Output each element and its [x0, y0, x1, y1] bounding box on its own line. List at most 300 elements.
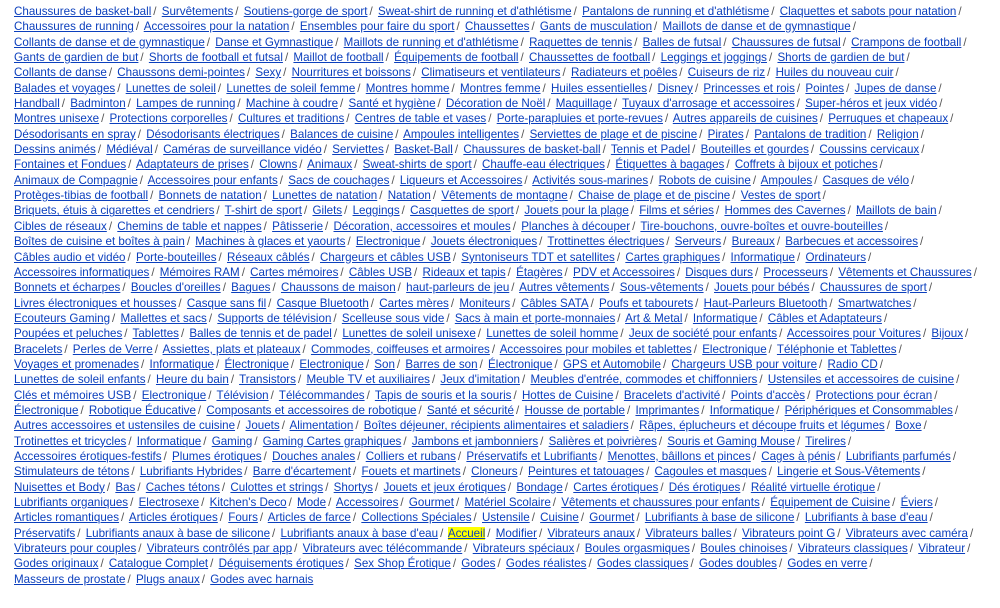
category-link[interactable]: Princesses et rois	[703, 81, 795, 95]
category-link[interactable]: Lunettes de soleil unisexe	[342, 327, 476, 341]
category-link[interactable]: Radio CD	[827, 357, 878, 371]
category-link[interactable]: Electronique	[141, 388, 207, 402]
category-link[interactable]: Tuyaux d'arrosage et accessoires	[622, 97, 795, 111]
category-link[interactable]: Chargeurs USB pour voiture	[671, 357, 818, 371]
category-link[interactable]: Boîtes déjeuner, récipients alimentaires et saladiers	[363, 419, 629, 433]
category-link[interactable]: Accessoires pour Voitures	[786, 327, 921, 341]
category-link[interactable]: Lubrifiants parfumés	[845, 449, 951, 463]
category-link[interactable]: Équipements de football	[394, 51, 519, 65]
category-link[interactable]: PDV et Accessoires	[573, 265, 675, 279]
category-link[interactable]: Nourritures et boissons	[291, 66, 411, 80]
category-link[interactable]: Machine à coudre	[245, 97, 339, 111]
category-link[interactable]: Casque sans fil	[186, 296, 267, 310]
category-link[interactable]: Basket-Ball	[394, 143, 453, 157]
category-link[interactable]: Accessoires informatiques	[14, 265, 150, 279]
category-link[interactable]: Maillot de football	[293, 51, 384, 65]
category-link[interactable]: Activités sous-marines	[532, 173, 649, 187]
category-link[interactable]: Serviettes de plage et de piscine	[529, 127, 698, 141]
category-link[interactable]: Tennis et Padel	[610, 143, 691, 157]
category-link[interactable]: Cartes mémoires	[250, 265, 339, 279]
category-link[interactable]: Décoration de Noël	[446, 97, 546, 111]
category-link[interactable]: Jouets électroniques	[430, 235, 538, 249]
category-link[interactable]: Ampoules	[760, 173, 813, 187]
category-link[interactable]: Chaussures de running	[14, 20, 134, 34]
category-link[interactable]: Assiettes, plats et plateaux	[162, 342, 301, 356]
category-link[interactable]: Râpes, éplucheurs et découpe fruits et légumes	[639, 419, 885, 433]
category-link[interactable]: Catalogue Complet	[108, 557, 209, 571]
category-link[interactable]: Moniteurs	[459, 296, 511, 310]
category-link[interactable]: Lubrifiants à base de silicone	[644, 511, 795, 525]
category-link[interactable]: Menottes, bâillons et pinces	[607, 449, 751, 463]
category-link[interactable]: Rideaux et tapis	[422, 265, 506, 279]
category-link[interactable]: Gilets	[312, 204, 343, 218]
category-link[interactable]: haut-parleurs de jeu	[406, 281, 510, 295]
category-link[interactable]: Maquillage	[555, 97, 612, 111]
category-link[interactable]: Kitchen's Deco	[209, 496, 287, 509]
category-link[interactable]: Lunettes de natation	[272, 189, 378, 203]
category-link[interactable]: Cartes érotiques	[573, 480, 659, 494]
category-link[interactable]: Maillots de bain	[856, 204, 937, 218]
category-link[interactable]: Montres homme	[365, 81, 450, 95]
category-link[interactable]: Composants et accessoires de robotique	[206, 403, 417, 417]
category-link[interactable]: Vibrateurs classiques	[797, 542, 908, 556]
category-link[interactable]: Maillots de danse et de gymnastique	[662, 20, 851, 34]
category-link[interactable]: Éviers	[900, 496, 933, 509]
category-link[interactable]: Téléphonie et Tablettes	[776, 342, 897, 356]
category-link[interactable]: Cloneurs	[471, 465, 518, 479]
category-link[interactable]: Accessoires	[335, 496, 399, 509]
category-link[interactable]: Périphériques et Consommables	[784, 403, 953, 417]
category-link[interactable]: GPS et Automobile	[562, 357, 661, 371]
category-link[interactable]: Vêtements de montagne	[441, 189, 568, 203]
category-link[interactable]: Cages à pénis	[761, 449, 836, 463]
category-link[interactable]: Pâtisserie	[272, 219, 324, 233]
category-link[interactable]: Boules orgasmiques	[584, 542, 690, 556]
category-link[interactable]: Chemins de table et nappes	[117, 219, 262, 233]
category-link[interactable]: Articles érotiques	[128, 511, 218, 525]
category-link[interactable]: Clés et mémoires USB	[14, 388, 132, 402]
category-link[interactable]: Électronique	[224, 357, 289, 371]
category-link[interactable]: Préservatifs et Lubrifiants	[466, 449, 598, 463]
category-link[interactable]: Autres accessoires et ustensiles de cuisine	[14, 419, 236, 433]
category-link[interactable]: Cartes graphiques	[625, 250, 721, 264]
category-link[interactable]: Huiles essentielles	[551, 81, 648, 95]
category-link[interactable]: Lunettes de soleil enfants	[14, 373, 146, 387]
category-link[interactable]: Déguisements érotiques	[218, 557, 344, 571]
category-link[interactable]: Radiateurs et poêles	[570, 66, 678, 80]
category-link[interactable]: Vibrateur	[918, 542, 966, 556]
category-link[interactable]: Cuiseurs de riz	[687, 66, 766, 80]
category-link[interactable]: Barres de son	[405, 357, 478, 371]
category-link[interactable]: T-shirt de sport	[224, 204, 302, 218]
category-link[interactable]: Trottinettes électriques	[547, 235, 665, 249]
category-link[interactable]: Montres femme	[459, 81, 541, 95]
category-link[interactable]: Godes en verre	[787, 557, 868, 571]
category-link[interactable]: Articles romantiques	[14, 511, 120, 525]
category-link[interactable]: Cagoules et masques	[654, 465, 767, 479]
category-link[interactable]: Masseurs de prostate	[14, 572, 126, 586]
category-link[interactable]: Electronique	[355, 235, 421, 249]
category-link[interactable]: Protections pour écran	[815, 388, 933, 402]
category-link[interactable]: Jupes de danse	[854, 81, 937, 95]
category-link[interactable]: Bonnets et écharpes	[14, 281, 121, 295]
category-link[interactable]: Lubrifiants Hybrides	[139, 465, 243, 479]
category-link[interactable]: Trotinettes et tricycles	[14, 434, 127, 448]
category-link[interactable]: Balades et voyages	[14, 81, 116, 95]
category-link[interactable]: Étiquettes à bagages	[615, 158, 725, 172]
category-link[interactable]: Vestes de sport	[740, 189, 821, 203]
category-link[interactable]: Barbecues et accessoires	[785, 235, 919, 249]
category-link[interactable]: Sexy	[255, 66, 282, 80]
category-link[interactable]: Vibrateurs avec caméra	[845, 526, 968, 540]
category-link[interactable]: Lubrifiants anaux à base de silicone	[85, 526, 271, 540]
category-link[interactable]: Vibrateurs anaux	[547, 526, 635, 540]
category-link[interactable]: Coffrets à bijoux et potiches	[734, 158, 878, 172]
category-link[interactable]: Claquettes et sabots pour natation	[779, 5, 957, 18]
category-link[interactable]: Balles de tennis et de padel	[189, 327, 332, 341]
category-link[interactable]: Équipement de Cuisine	[770, 496, 891, 509]
category-link[interactable]: Cultures et traditions	[237, 112, 345, 126]
category-link[interactable]: Adaptateurs de prises	[135, 158, 249, 172]
category-link[interactable]: Crampons de football	[851, 35, 962, 49]
category-link[interactable]: Protèges-tibias de football	[14, 189, 149, 203]
category-link[interactable]: Lubrifiants anaux à base d'eau	[280, 526, 439, 540]
category-link[interactable]: Robots de cuisine	[658, 173, 751, 187]
category-link[interactable]: Maillots de running et d'athlétisme	[343, 35, 519, 49]
category-link[interactable]: Cartes mères	[379, 296, 449, 310]
category-link[interactable]: Fontaines et Fondues	[14, 158, 127, 172]
category-link[interactable]: Salières et poivrières	[548, 434, 657, 448]
category-link[interactable]: Mode	[297, 496, 327, 509]
category-link[interactable]: Gaming	[211, 434, 253, 448]
category-link[interactable]: Huiles du nouveau cuir	[775, 66, 894, 80]
category-link-current[interactable]: Accueil	[447, 526, 486, 540]
category-link[interactable]: Montres unisexe	[14, 112, 100, 126]
category-link[interactable]: Pirates	[707, 127, 744, 141]
category-link[interactable]: Jouets	[245, 419, 280, 433]
category-link[interactable]: Chaussures de basket-ball	[14, 5, 152, 18]
category-link[interactable]: Désodorisants électriques	[146, 127, 280, 141]
category-link[interactable]: Godes	[461, 557, 496, 571]
category-link[interactable]: Shorts de gardien de but	[777, 51, 905, 65]
category-link[interactable]: Bondage	[516, 480, 563, 494]
category-link[interactable]: Lubrifiants à base d'eau	[804, 511, 928, 525]
category-link[interactable]: Transistors	[239, 373, 296, 387]
category-link[interactable]: Godes doubles	[698, 557, 777, 571]
category-link[interactable]: Son	[374, 357, 395, 371]
category-link[interactable]: Plumes érotiques	[172, 449, 262, 463]
category-link[interactable]: Hommes des Cavernes	[724, 204, 846, 218]
category-link[interactable]: Voyages et promenades	[14, 357, 140, 371]
category-link[interactable]: Casquettes de sport	[410, 204, 514, 218]
category-link[interactable]: Alimentation	[289, 419, 354, 433]
category-link[interactable]: Bracelets	[14, 342, 63, 356]
category-link[interactable]: Collants de danse	[14, 66, 107, 80]
category-link[interactable]: Fouets et martinets	[361, 465, 461, 479]
category-link[interactable]: Coussins cervicaux	[819, 143, 920, 157]
category-link[interactable]: Plugs anaux	[135, 572, 200, 586]
category-link[interactable]: Tablettes	[132, 327, 179, 341]
category-link[interactable]: Meubles d'entrée, commodes et chiffonniers	[530, 373, 758, 387]
category-link[interactable]: Art & Metal	[625, 311, 683, 325]
category-link[interactable]: Electronique	[299, 357, 364, 371]
category-link[interactable]: Santé et hygiène	[348, 97, 436, 111]
category-link[interactable]: Vibrateurs point G	[742, 526, 836, 540]
category-link[interactable]: Leggings et joggings	[660, 51, 767, 65]
category-link[interactable]: Chaussettes	[464, 20, 530, 34]
category-link[interactable]: Lampes de running	[136, 97, 236, 111]
category-link[interactable]: Chaussons de maison	[280, 281, 396, 295]
category-link[interactable]: Vêtements et chaussures pour enfants	[561, 496, 760, 509]
category-link[interactable]: Vêtements et Chaussures	[838, 265, 972, 279]
category-link[interactable]: Câbles SATA	[520, 296, 589, 310]
category-link[interactable]: Haut-Parleurs Bluetooth	[703, 296, 828, 310]
category-link[interactable]: Bijoux	[931, 327, 963, 341]
category-link[interactable]: Mallettes et sacs	[120, 311, 207, 325]
category-link[interactable]: Informatique	[709, 403, 775, 417]
category-link[interactable]: Vibrateurs avec télécommande	[302, 542, 463, 556]
category-link[interactable]: Godes avec harnais	[210, 572, 314, 586]
category-link[interactable]: Sacs à main et porte-monnaies	[454, 311, 616, 325]
category-link[interactable]: Animaux	[307, 158, 353, 172]
category-link[interactable]: Chauffe-eau électriques	[482, 158, 605, 172]
category-link[interactable]: Leggings	[352, 204, 400, 218]
category-link[interactable]: Disques durs	[685, 265, 753, 279]
category-link[interactable]: Électronique	[488, 357, 553, 371]
category-link[interactable]: Vibrateurs spéciaux	[472, 542, 575, 556]
category-link[interactable]: Planches à découper	[521, 219, 631, 233]
category-link[interactable]: Livres électroniques et housses	[14, 296, 177, 310]
category-link[interactable]: Stimulateurs de tétons	[14, 465, 130, 479]
category-link[interactable]: Porte-parapluies et porte-revues	[496, 112, 663, 126]
category-link[interactable]: Serveurs	[674, 235, 722, 249]
category-link[interactable]: Electronique	[702, 342, 767, 356]
category-link[interactable]: Animaux de Compagnie	[14, 173, 138, 187]
category-link[interactable]: Lunettes de soleil homme	[486, 327, 619, 341]
category-link[interactable]: Mémoires RAM	[159, 265, 240, 279]
category-link[interactable]: Lubrifiants organiques	[14, 496, 129, 509]
category-link[interactable]: Briquets, étuis à cigarettes et cendriers	[14, 204, 215, 218]
category-link[interactable]: Chaussons demi-pointes	[117, 66, 245, 80]
category-link[interactable]: Jeux d'imitation	[440, 373, 520, 387]
category-link[interactable]: Protections corporelles	[109, 112, 228, 126]
category-link[interactable]: Bureaux	[731, 235, 775, 249]
category-link[interactable]: Natation	[387, 189, 431, 203]
category-link[interactable]: Electrosexe	[138, 496, 200, 509]
category-link[interactable]: Informatique	[692, 311, 758, 325]
category-link[interactable]: Sous-vêtements	[619, 281, 704, 295]
category-link[interactable]: Tirelires	[805, 434, 846, 448]
category-link[interactable]: Survêtements	[161, 5, 234, 18]
category-link[interactable]: Processeurs	[763, 265, 828, 279]
category-link[interactable]: Autres appareils de cuisines	[672, 112, 818, 126]
category-link[interactable]: Vibrateurs contrôlés par app	[146, 542, 293, 556]
category-link[interactable]: Gourmet	[589, 511, 635, 525]
category-link[interactable]: Modifier	[495, 526, 537, 540]
category-link[interactable]: Pantalons de running et d'athlétisme	[582, 5, 770, 18]
category-link[interactable]: Lingerie et Sous-Vêtements	[777, 465, 921, 479]
category-link[interactable]: Perruques et chapeaux	[828, 112, 949, 126]
category-link[interactable]: Informatique	[136, 434, 202, 448]
category-link[interactable]: Nuisettes et Body	[14, 480, 105, 494]
category-link[interactable]: Colliers et rubans	[365, 449, 456, 463]
category-link[interactable]: Religion	[876, 127, 919, 141]
category-link[interactable]: Centres de table et vases	[354, 112, 487, 126]
category-link[interactable]: Barre d'écartement	[252, 465, 351, 479]
category-link[interactable]: Accessoires pour la natation	[143, 20, 290, 34]
category-link[interactable]: Pointes	[805, 81, 845, 95]
category-link[interactable]: Bagues	[231, 281, 271, 295]
category-link[interactable]: Perles de Verre	[72, 342, 153, 356]
category-link[interactable]: Lunettes de soleil	[125, 81, 216, 95]
category-link[interactable]: Articles de farce	[267, 511, 351, 525]
category-link[interactable]: Chaise de plage et de piscine	[578, 189, 731, 203]
category-link[interactable]: Boxe	[895, 419, 922, 433]
category-link[interactable]: Jouets et jeux érotiques	[383, 480, 506, 494]
category-link[interactable]: Culottes et strings	[230, 480, 324, 494]
category-link[interactable]: Super-héros et jeux vidéo	[805, 97, 938, 111]
category-link[interactable]: Chaussettes de football	[528, 51, 651, 65]
category-link[interactable]: Matériel Scolaire	[464, 496, 551, 509]
category-link[interactable]: Accessoires pour enfants	[147, 173, 278, 187]
category-link[interactable]: Télévision	[216, 388, 269, 402]
category-link[interactable]: Ensembles pour faire du sport	[299, 20, 455, 34]
category-link[interactable]: Fours	[228, 511, 258, 525]
category-link[interactable]: Cibles de réseaux	[14, 219, 107, 233]
category-link[interactable]: Disney	[657, 81, 693, 95]
category-link[interactable]: Bas	[115, 480, 136, 494]
category-link[interactable]: Films et séries	[639, 204, 714, 218]
category-link[interactable]: Informatique	[730, 250, 795, 264]
category-link[interactable]: Ampoules intelligentes	[403, 127, 520, 141]
category-link[interactable]: Robotique Éducative	[88, 403, 196, 417]
category-link[interactable]: Bonnets de natation	[158, 189, 262, 203]
category-link[interactable]: Porte-bouteilles	[135, 250, 217, 264]
category-link[interactable]: Imprimantes	[635, 403, 700, 417]
category-link[interactable]: Danse et Gymnastique	[215, 35, 334, 49]
category-link[interactable]: Caméras de surveillance vidéo	[163, 143, 322, 157]
category-link[interactable]: Points d'accès	[730, 388, 806, 402]
category-link[interactable]: Caches tétons	[145, 480, 220, 494]
category-link[interactable]: Serviettes	[332, 143, 384, 157]
category-link[interactable]: Machines à glaces et yaourts	[195, 235, 346, 249]
category-link[interactable]: Handball	[14, 97, 60, 111]
category-link[interactable]: Housse de portable	[524, 403, 625, 417]
category-link[interactable]: Poufs et tabourets	[599, 296, 694, 310]
category-link[interactable]: Préservatifs	[14, 526, 76, 540]
category-link[interactable]: Vibrateurs balles	[645, 526, 732, 540]
category-link[interactable]: Jouets pour la plage	[524, 204, 629, 218]
category-link[interactable]: Chargeurs et câbles USB	[319, 250, 451, 264]
category-link[interactable]: Dessins animés	[14, 143, 96, 157]
category-link[interactable]: Santé et sécurité	[426, 403, 514, 417]
category-link[interactable]: Autres vêtements	[519, 281, 610, 295]
category-link[interactable]: Raquettes de tennis	[529, 35, 633, 49]
category-link[interactable]: Godes classiques	[596, 557, 689, 571]
category-link[interactable]: Shortys	[333, 480, 373, 494]
category-link[interactable]: Câbles et Adaptateurs	[767, 311, 882, 325]
category-link[interactable]: Dés érotiques	[668, 480, 741, 494]
category-link[interactable]: Peintures et tatouages	[528, 465, 645, 479]
category-link[interactable]: Boucles d'oreilles	[130, 281, 221, 295]
category-link[interactable]: Chaussures de basket-ball	[463, 143, 601, 157]
category-link[interactable]: Réalité virtuelle érotique	[750, 480, 876, 494]
category-link[interactable]: Godes originaux	[14, 557, 99, 571]
category-link[interactable]: Scelleuse sous vide	[341, 311, 445, 325]
category-link[interactable]: Casque Bluetooth	[276, 296, 369, 310]
category-link[interactable]: Jouets pour bébés	[714, 281, 810, 295]
category-link[interactable]: Hottes de Cuisine	[521, 388, 614, 402]
category-link[interactable]: Boules chinoises	[700, 542, 788, 556]
category-link[interactable]: Sweat-shirts de sport	[362, 158, 472, 172]
category-link[interactable]: Sweat-shirt de running et d'athlétisme	[377, 5, 572, 18]
category-link[interactable]: Ecouteurs Gaming	[14, 311, 111, 325]
category-link[interactable]: Gants de gardien de but	[14, 51, 139, 65]
category-link[interactable]: Gants de musculation	[539, 20, 653, 34]
category-link[interactable]: Heure du bain	[155, 373, 229, 387]
category-link[interactable]: Télécommandes	[278, 388, 365, 402]
category-link[interactable]: Vibrateurs pour couples	[14, 542, 137, 556]
category-link[interactable]: Poupées et peluches	[14, 327, 123, 341]
category-link[interactable]: Ustensiles et accessoires de cuisine	[767, 373, 955, 387]
category-link[interactable]: Liqueurs et Accessoires	[399, 173, 523, 187]
category-link[interactable]: Tapis de souris et la souris	[374, 388, 512, 402]
category-link[interactable]: Meuble TV et auxiliaires	[306, 373, 430, 387]
category-link[interactable]: Boîtes de cuisine et boîtes à pain	[14, 235, 185, 249]
category-link[interactable]: Bouteilles et gourdes	[700, 143, 809, 157]
category-link[interactable]: Sex Shop Érotique	[354, 557, 451, 571]
category-link[interactable]: Sacs de couchages	[288, 173, 390, 187]
category-link[interactable]: Shorts de football et futsal	[148, 51, 283, 65]
category-link[interactable]: Bracelets d'activité	[623, 388, 721, 402]
category-link[interactable]: Réseaux câblés	[227, 250, 310, 264]
category-link[interactable]: Accessoires érotiques-festifs	[14, 449, 162, 463]
category-link[interactable]: Collections Spéciales	[361, 511, 472, 525]
category-link[interactable]: Étagères	[516, 265, 563, 279]
category-link[interactable]: Désodorisants en spray	[14, 127, 136, 141]
category-link[interactable]: Ustensile	[482, 511, 530, 525]
category-link[interactable]: Électronique	[14, 403, 79, 417]
category-link[interactable]: Jambons et jambonniers	[411, 434, 539, 448]
category-link[interactable]: Médiéval	[106, 143, 153, 157]
category-link[interactable]: Pantalons de tradition	[754, 127, 867, 141]
category-link[interactable]: Accessoires pour mobiles et tablettes	[499, 342, 692, 356]
category-link[interactable]: Cuisine	[540, 511, 579, 525]
category-link[interactable]: Clowns	[259, 158, 298, 172]
category-link[interactable]: Gaming Cartes graphiques	[262, 434, 402, 448]
category-link[interactable]: Tire-bouchons, ouvre-boîtes et ouvre-bouteilles	[640, 219, 883, 233]
category-link[interactable]: Chaussures de futsal	[731, 35, 841, 49]
category-link[interactable]: Godes réalistes	[505, 557, 587, 571]
category-link[interactable]: Commodes, coiffeuses et armoires	[310, 342, 490, 356]
category-link[interactable]: Décoration, accessoires et moules	[333, 219, 511, 233]
category-link[interactable]: Jeux de société pour enfants	[628, 327, 778, 341]
category-link[interactable]: Informatique	[149, 357, 214, 371]
category-link[interactable]: Lunettes de soleil femme	[226, 81, 356, 95]
category-link[interactable]: Soutiens-gorge de sport	[243, 5, 368, 18]
category-link[interactable]: Collants de danse et de gymnastique	[14, 35, 205, 49]
category-link[interactable]: Ordinateurs	[805, 250, 867, 264]
category-link[interactable]: Supports de télévision	[217, 311, 332, 325]
category-link[interactable]: Smartwatches	[837, 296, 912, 310]
category-link[interactable]: Balances de cuisine	[290, 127, 394, 141]
category-link[interactable]: Câbles USB	[348, 265, 413, 279]
category-link[interactable]: Casques de vélo	[822, 173, 910, 187]
category-link[interactable]: Douches anales	[272, 449, 356, 463]
category-link[interactable]: Badminton	[70, 97, 126, 111]
category-link[interactable]: Gourmet	[408, 496, 454, 509]
category-link[interactable]: Câbles audio et vidéo	[14, 250, 126, 264]
